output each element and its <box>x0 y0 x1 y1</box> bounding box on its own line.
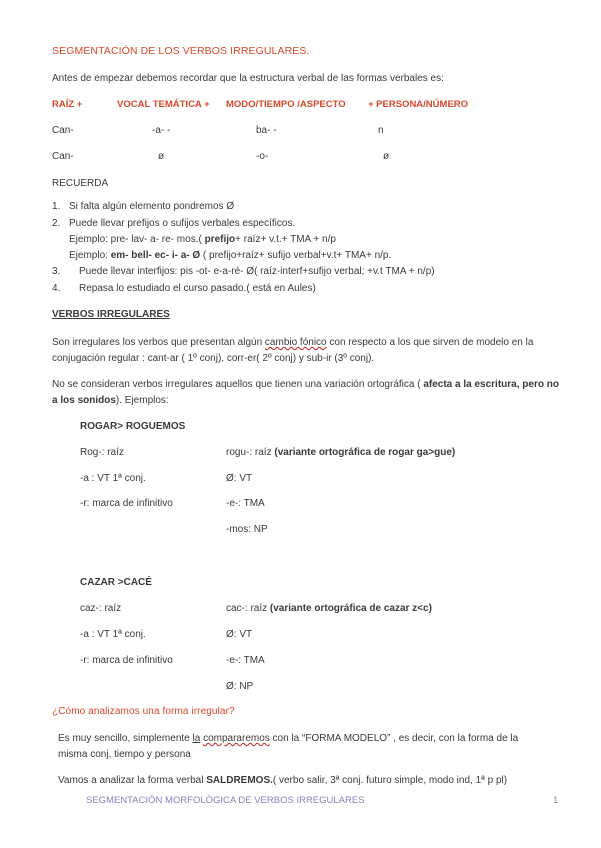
example-1-bold: prefijo <box>204 234 236 245</box>
page-title: SEGMENTACIÓN DE LOS VERBOS IRREGULARES. <box>52 45 310 57</box>
header-raiz: RAÍZ + <box>52 99 83 110</box>
rogar-right-4: -mos: NP <box>226 524 268 535</box>
recuerda-label: RECUERDA <box>52 178 109 189</box>
list-item-3: Puede llevar interfijos: pis -ot- e-a-ré- Ø( raíz-interf+sufijo verbal; +v.t TMA + n/p) <box>79 266 435 277</box>
rogar-right-1 <box>226 447 455 459</box>
p3-b: la <box>192 733 201 744</box>
rogar-right-1-b: (variante ortográfica de rogar ga>gue) <box>274 447 456 458</box>
paragraph-3-line-1 <box>58 733 518 745</box>
page-number: 1 <box>553 795 559 806</box>
row2-tma: -o- <box>256 151 269 162</box>
row1-raiz: Can- <box>52 125 74 136</box>
cazar-right-2: Ø: VT <box>226 629 253 640</box>
cazar-left-2: -a : VT 1ª conj. <box>80 629 146 640</box>
p2-bold-2: a los sonidos <box>52 395 116 406</box>
p4-a: Vamos a analizar la forma verbal <box>58 775 207 786</box>
example-2 <box>69 250 391 262</box>
question-heading: ¿Cómo analizamos una forma irregular? <box>52 706 235 717</box>
p2-d: ). Ejemplos: <box>115 395 169 406</box>
paragraph-4 <box>58 775 507 787</box>
example-rogar-heading: ROGAR> ROGUEMOS <box>80 421 186 432</box>
p3-e: con la “FORMA MODELO” , es decir, con la forma de la <box>269 733 519 744</box>
cazar-left-1: caz-: raíz <box>80 603 122 614</box>
list-number-1: 1. <box>52 201 61 212</box>
cazar-right-1-a: cac-: raíz <box>226 603 270 614</box>
row2-raiz: Can- <box>52 151 74 162</box>
cazar-right-1-b: (variante ortográfica de cazar z<c) <box>269 603 432 614</box>
row2-np: ø <box>383 151 390 162</box>
list-item-4: Repasa lo estudiado el curso pasado.( está en Aules) <box>79 283 316 294</box>
section-heading: VERBOS IRREGULARES <box>52 309 170 320</box>
paragraph-1-line-2: conjugación regular : cant-ar ( 1º conj), corr-er( 2º conj) y sub-ir (3º conj). <box>52 353 375 364</box>
example-2-bold: em- bell- ec- i- a- Ø <box>110 250 201 261</box>
list-number-4: 4. <box>52 283 61 294</box>
row1-vocal: -a- - <box>152 125 171 136</box>
rogar-right-3: -e-: TMA <box>226 498 265 509</box>
list-number-2: 2. <box>52 218 61 229</box>
cazar-right-1 <box>226 603 432 615</box>
p2-a: No se consideran verbos irregulares aquellos que tienen una variación ortográfica ( <box>52 379 424 390</box>
intro-text: Antes de empezar debemos recordar que la estructura verbal de las formas verbales es: <box>52 73 444 84</box>
p3-underlined: compararemos <box>203 733 270 744</box>
cazar-right-3: -e-: TMA <box>226 655 265 666</box>
p1-a: Son irregulares los verbos que presentan algún <box>52 337 265 348</box>
p1-c: con respecto a los que sirven de modelo en la <box>326 337 534 348</box>
paragraph-2-line-1 <box>52 379 559 391</box>
p1-underlined: cambio fónico <box>264 337 327 348</box>
rogar-left-1: Rog-: raíz <box>80 447 124 458</box>
row1-np: n <box>378 125 384 136</box>
header-persona-numero: + PERSONA/NÚMERO <box>368 99 469 110</box>
rogar-left-3: -r: marca de infinitivo <box>80 498 173 509</box>
p4-c: ( verbo salir, 3ª conj. futuro simple, modo ind, 1ª p pl) <box>272 775 508 786</box>
rogar-left-2: -a : VT 1ª conj. <box>80 473 146 484</box>
p4-bold: SALDREMOS. <box>206 775 273 786</box>
example-2-rest: ( prefijo+raíz+ sufijo verbal+v.t+ TMA+ n/p. <box>200 250 392 261</box>
example-cazar-heading: CAZAR >CACÉ <box>80 577 152 588</box>
row1-tma: ba- - <box>256 125 277 136</box>
footer-text: SEGMENTACIÓN MORFOLÓGICA DE VERBOS IRREGULARES <box>86 795 365 806</box>
paragraph-2-line-2 <box>52 395 169 407</box>
list-item-2: Puede llevar prefijos o sufijos verbales específicos. <box>69 218 296 229</box>
example-2-label: Ejemplo: <box>69 250 111 261</box>
example-1 <box>69 234 336 246</box>
p2-bold: afecta a la escritura, pero no <box>423 379 559 390</box>
cazar-right-4: Ø: NP <box>226 681 254 692</box>
paragraph-3-line-2: misma conj, tiempo y persona <box>58 749 191 760</box>
header-vocal-tematica: VOCAL TEMÁTICA + <box>117 99 210 110</box>
rogar-right-2: Ø: VT <box>226 473 253 484</box>
paragraph-1-line-1 <box>52 337 533 349</box>
example-1-text: Ejemplo: pre- lav- a- re- mos.( <box>69 234 205 245</box>
list-item-1: Si falta algún elemento pondremos Ø <box>69 201 235 212</box>
header-modo-tiempo: MODO/TIEMPO /ASPECTO <box>226 99 346 110</box>
cazar-left-3: -r: marca de infinitivo <box>80 655 173 666</box>
rogar-right-1-a: rogu-: raíz <box>226 447 275 458</box>
row2-vocal: ø <box>158 151 165 162</box>
p3-a: Es muy sencillo, simplemente <box>58 733 193 744</box>
example-1-rest: + raíz+ v.t.+ TMA + n/p <box>235 234 336 245</box>
list-number-3: 3. <box>52 266 61 277</box>
